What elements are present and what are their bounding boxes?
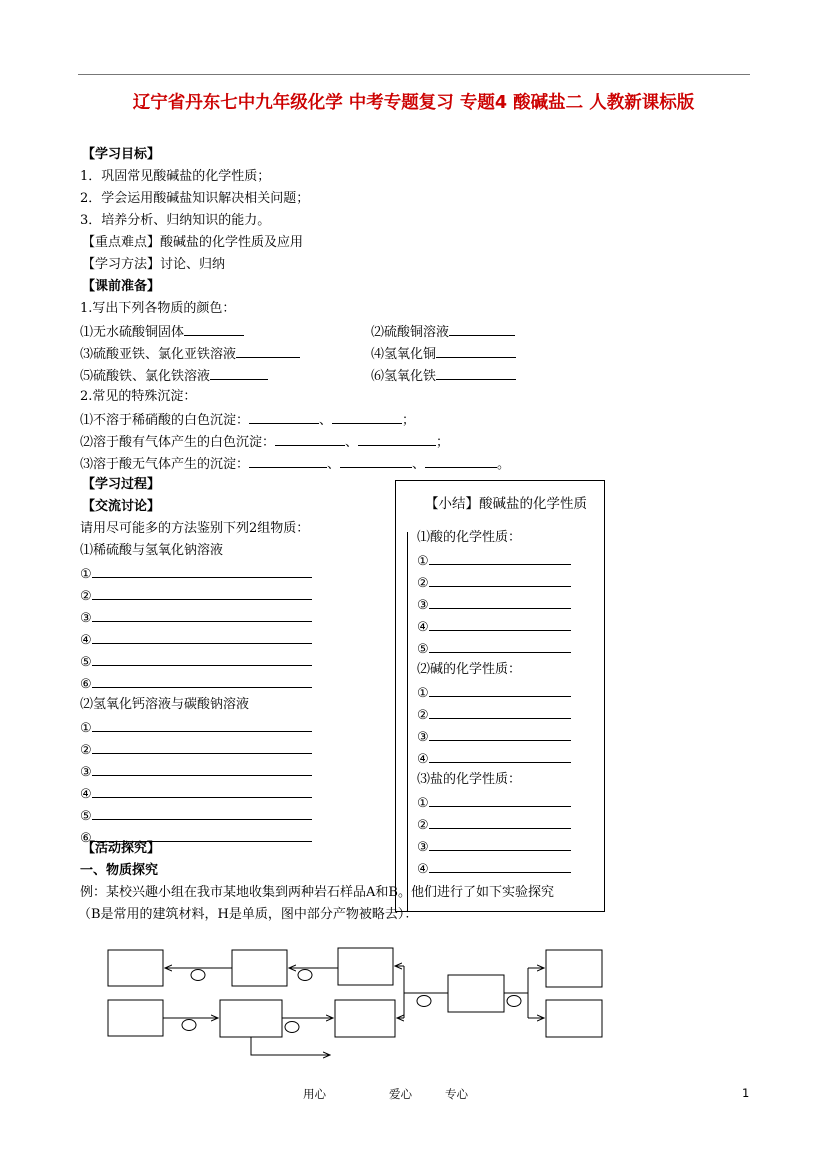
acid-line-4: ④ [417, 618, 571, 636]
precipitate-3: ⑶溶于酸无气体产生的沉淀： 、 、 。 [80, 457, 511, 472]
method-label: 【学习方法】 [82, 257, 161, 272]
section-title: 一、物质探究 [80, 863, 159, 878]
color-item-5: ⑸硫酸铁、氯化铁溶液 [80, 367, 268, 385]
flow-box [232, 950, 287, 986]
group-1-title: ⑴稀硫酸与氢氧化钠溶液 [80, 543, 224, 558]
reagent-circle [417, 996, 431, 1007]
goals-heading: 【学习目标】 [82, 147, 161, 162]
salt-heading: ⑶盐的化学性质： [417, 772, 522, 787]
summary-title: 【小结】酸碱盐的化学性质 [425, 496, 587, 512]
salt-line-2: ② [417, 816, 571, 834]
reagent-circle [182, 1020, 196, 1031]
reagent-circle [298, 970, 312, 981]
color-item-6: ⑹氢氧化铁 [371, 367, 516, 385]
flow-box [108, 1000, 163, 1036]
group-1-line-5: ⑤ [80, 653, 312, 671]
goal-item-1: 1．巩固常见酸碱盐的化学性质； [80, 169, 271, 184]
group-1-line-2: ② [80, 587, 312, 605]
discuss-prompt: 请用尽可能多的方法鉴别下列2组物质： [80, 521, 310, 536]
footer-word-1: 用心 [303, 1087, 326, 1101]
flow-arrow [251, 1037, 330, 1055]
group-1-line-1: ① [80, 565, 312, 583]
example-note: （B是常用的建筑材料，H是单质，图中部分产物被略去）： [78, 907, 418, 922]
prep-question-2: 2.常见的特殊沉淀： [80, 389, 197, 404]
footer-word-3: 专心 [445, 1087, 468, 1101]
salt-line-1: ① [417, 794, 571, 812]
precipitate-1: ⑴不溶于稀硝酸的白色沉淀： 、 ； [80, 413, 416, 428]
color-item-2: ⑵硫酸铜溶液 [371, 323, 515, 341]
document-title: 辽宁省丹东七中九年级化学 中考专题复习 专题4 酸碱盐二 人教新课标版 [132, 93, 695, 113]
acid-line-1: ① [417, 552, 571, 570]
discuss-heading: 【交流讨论】 [82, 499, 161, 514]
color-item-4: ⑷氢氧化铜 [371, 345, 516, 363]
flow-box [220, 1000, 282, 1037]
group-2-line-3: ③ [80, 763, 312, 781]
prep-question-1: 1.写出下列各物质的颜色： [80, 301, 236, 316]
base-line-3: ③ [417, 728, 571, 746]
base-line-2: ② [417, 706, 571, 724]
flow-box [335, 1000, 395, 1037]
color-item-1: ⑴无水硫酸铜固体 [80, 323, 244, 341]
flow-box [338, 948, 393, 985]
reagent-circle [507, 996, 521, 1007]
acid-line-5: ⑤ [417, 640, 571, 658]
group-1-line-3: ③ [80, 609, 312, 627]
group-2-line-2: ② [80, 741, 312, 759]
goal-item-2: 2．学会运用酸碱盐知识解决相关问题； [80, 191, 310, 206]
group-2-title: ⑵氢氧化钙溶液与碳酸钠溶液 [80, 697, 250, 712]
base-line-4: ④ [417, 750, 571, 768]
salt-line-3: ③ [417, 838, 571, 856]
group-1-line-6: ⑥ [80, 675, 312, 693]
key-text: 酸碱盐的化学性质及应用 [160, 235, 304, 250]
flow-box [448, 975, 504, 1012]
reagent-circle [285, 1022, 299, 1033]
base-line-1: ① [417, 684, 571, 702]
salt-line-4: ④ [417, 860, 571, 878]
base-heading: ⑵碱的化学性质： [417, 662, 522, 677]
group-2-line-4: ④ [80, 785, 312, 803]
flow-box [546, 1000, 602, 1037]
flow-box [108, 950, 163, 986]
acid-line-2: ② [417, 574, 571, 592]
group-1-line-4: ④ [80, 631, 312, 649]
activity-heading: 【活动探究】 [82, 841, 161, 856]
group-2-line-6: ⑥ [80, 829, 312, 847]
acid-line-3: ③ [417, 596, 571, 614]
method-text: 讨论、归纳 [160, 257, 226, 272]
group-2-line-5: ⑤ [80, 807, 312, 825]
group-2-line-1: ① [80, 719, 312, 737]
flow-box [546, 950, 602, 987]
color-item-3: ⑶硫酸亚铁、氯化亚铁溶液 [80, 345, 300, 363]
goal-item-3: 3．培养分析、归纳知识的能力。 [80, 213, 271, 228]
process-heading: 【学习过程】 [82, 477, 161, 492]
prep-heading: 【课前准备】 [82, 279, 161, 294]
reagent-circle [191, 970, 205, 981]
page-number: 1 [742, 1086, 750, 1100]
key-label: 【重点难点】 [82, 235, 161, 250]
acid-heading: ⑴酸的化学性质： [417, 530, 522, 545]
precipitate-2: ⑵溶于酸有气体产生的白色沉淀： 、 ； [80, 435, 450, 450]
footer-word-2: 爱心 [389, 1087, 412, 1101]
example-text: 例：某校兴趣小组在我市某地收集到两种岩石样品A和B。他们进行了如下实验探究 [80, 885, 554, 900]
